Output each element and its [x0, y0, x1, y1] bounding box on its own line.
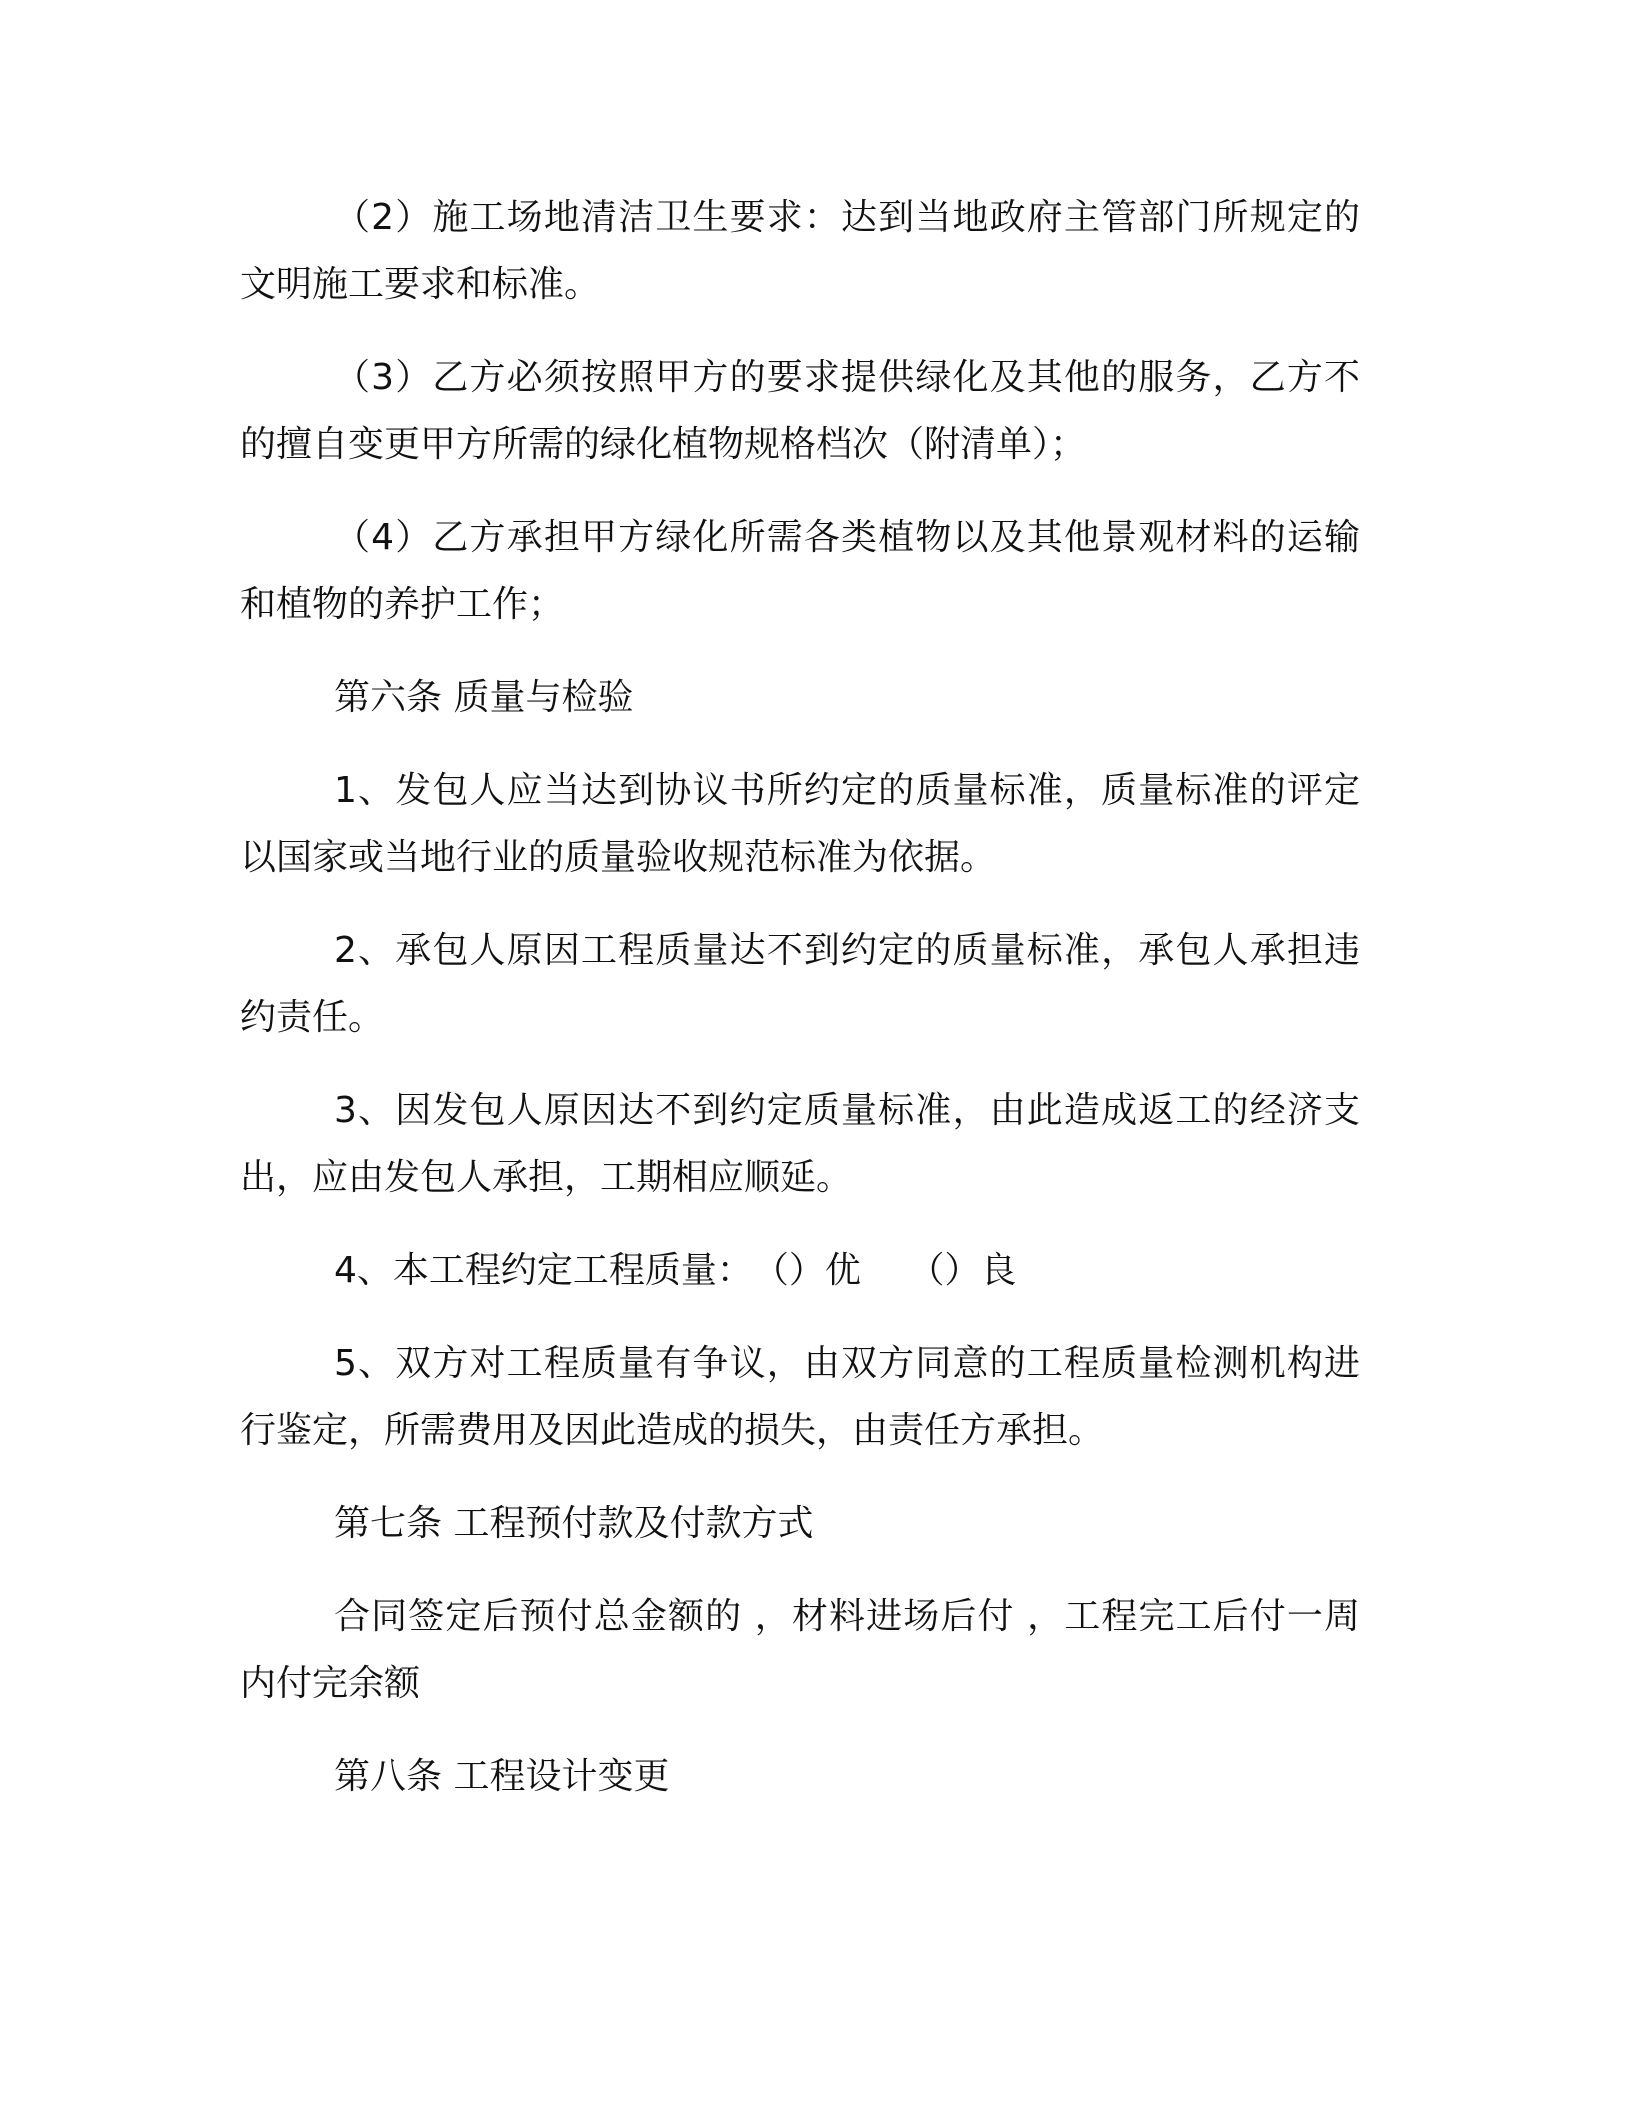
article-7-heading: 第七条 工程预付款及付款方式: [334, 1503, 814, 1544]
article-6-heading: 第六条 质量与检验: [334, 677, 634, 718]
article-6-item-2: 2、承包人原因工程质量达不到约定的质量标准，承包人承担违约责任。: [240, 930, 1360, 1038]
paragraph-greening-service: （3）乙方必须按照甲方的要求提供绿化及其他的服务，乙方不的擅自变更甲方所需的绿化植物规格档次（附清单）；: [240, 357, 1360, 465]
paragraph-transport-maintenance: （4）乙方承担甲方绿化所需各类植物以及其他景观材料的运输和植物的养护工作；: [240, 517, 1360, 625]
article-6-item-5: 5、双方对工程质量有争议，由双方同意的工程质量检测机构进行鉴定，所需费用及因此造成的损失，由责任方承担。: [240, 1343, 1360, 1451]
article-8-heading: 第八条 工程设计变更: [334, 1756, 670, 1797]
article-6-item-1: 1、发包人应当达到协议书所约定的质量标准，质量标准的评定以国家或当地行业的质量验收规范标准为依据。: [240, 770, 1360, 878]
document-body: [240, 184, 1360, 1810]
article-7-payment-terms: 合同签定后预付总金额的 ，材料进场后付 ，工程完工后付一周内付完余额: [240, 1596, 1360, 1704]
article-6-item-4: 4、本工程约定工程质量： （）优 （）良: [334, 1250, 1017, 1291]
article-6-item-3: 3、因发包人原因达不到约定质量标准，由此造成返工的经济支出，应由发包人承担，工期相应顺延。: [240, 1090, 1360, 1198]
paragraph-site-cleanliness: （2）施工场地清洁卫生要求：达到当地政府主管部门所规定的文明施工要求和标准。: [240, 197, 1360, 305]
